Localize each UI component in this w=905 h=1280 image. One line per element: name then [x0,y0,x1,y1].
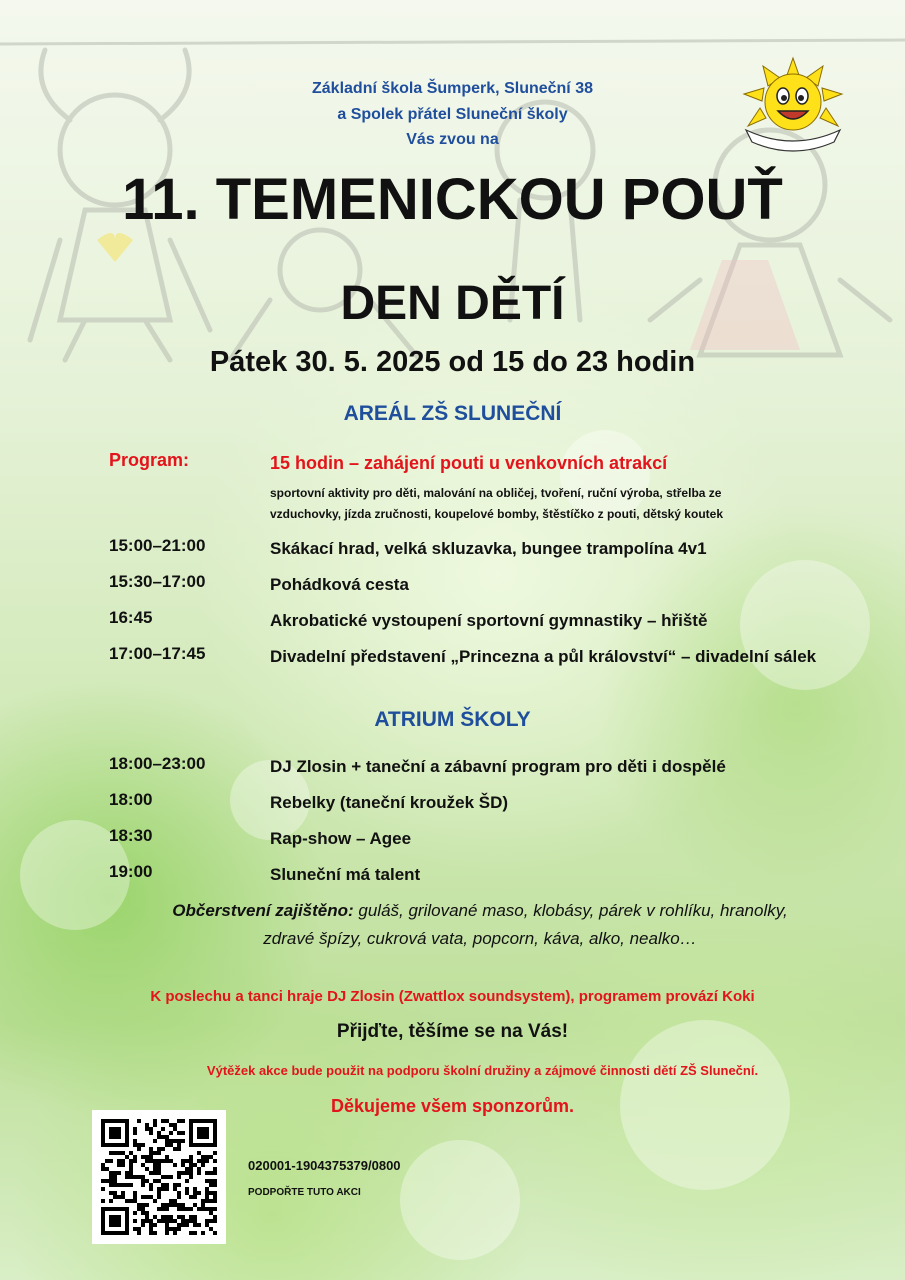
proceeds-note: Výtěžek akce bude použit na podporu školní družiny a zájmové činnosti dětí ZŠ Sluneční. [206,1063,759,1078]
welcome-message: Přijďte, těšíme se na Vás! [336,1021,569,1042]
event-subtitle: DEN DĚTÍ [340,277,565,330]
qr-code-icon [101,1119,217,1235]
event-title: 11. TEMENICKOU POUŤ [122,167,783,232]
schedule-text: Rebelky (taneční kroužek ŠD) [270,793,509,812]
bokeh-light [400,1140,520,1260]
schedule-text: Sluneční má talent [270,865,421,884]
program-title: 15 hodin – zahájení pouti u venkovních atrakcí [270,453,668,473]
schedule-time: 15:00–21:00 [109,536,206,555]
schedule-time: 18:30 [109,826,153,845]
section-heading-areal: AREÁL ZŠ SLUNEČNÍ [343,402,562,425]
program-details-line: sportovní aktivity pro děti, malování na obličej, tvoření, ruční výroba, střelba ze [270,486,722,500]
refreshments-items: zdravé špízy, cukrová vata, popcorn, káva, alko, nealko… [263,929,697,948]
refreshments-line [100,897,860,924]
support-label: PODPOŘTE TUTO AKCI [248,1187,361,1198]
schedule-text: Akrobatické vystoupení sportovní gymnastiky – hřiště [270,611,708,630]
refreshments-label: Občerstvení zajištěno: [172,901,354,920]
schedule-text: Skákací hrad, velká skluzavka, bungee trampolína 4v1 [270,539,707,558]
schedule-text: DJ Zlosin + taneční a zábavní program pro děti i dospělé [270,757,726,776]
program-details-line: vzduchovky, jízda zručnosti, koupelové bomby, štěstíčko z pouti, dětský koutek [270,507,723,521]
program-label: Program: [109,450,190,470]
schedule-time: 19:00 [109,862,153,881]
event-date: Pátek 30. 5. 2025 od 15 do 23 hodin [209,346,696,378]
sponsors-thanks: Děkujeme všem sponzorům. [330,1096,575,1116]
schedule-time: 18:00–23:00 [109,754,206,773]
schedule-text: Pohádková cesta [270,575,409,594]
schedule-text: Divadelní představení „Princezna a půl království“ – divadelní sálek [270,647,817,666]
schedule-time: 18:00 [109,790,153,809]
bank-account: 020001-1904375379/0800 [248,1158,401,1173]
schedule-time: 15:30–17:00 [109,572,206,591]
payment-qr-code [92,1110,226,1244]
organizer-association: a Spolek přátel Sluneční školy [337,106,568,123]
section-heading-atrium: ATRIUM ŠKOLY [374,708,531,731]
schedule-time: 17:00–17:45 [109,644,206,663]
music-info: K poslechu a tanci hraje DJ Zlosin (Zwattlox soundsystem), programem provází Koki [150,988,755,1005]
schedule-text: Rap-show – Agee [270,829,412,848]
refreshments-items: guláš, grilované maso, klobásy, párek v rohlíku, hranolky, [353,901,788,920]
schedule-time: 16:45 [109,608,153,627]
organizer-school: Základní škola Šumperk, Sluneční 38 [312,80,593,97]
invitation-line: Vás zvou na [406,131,499,148]
